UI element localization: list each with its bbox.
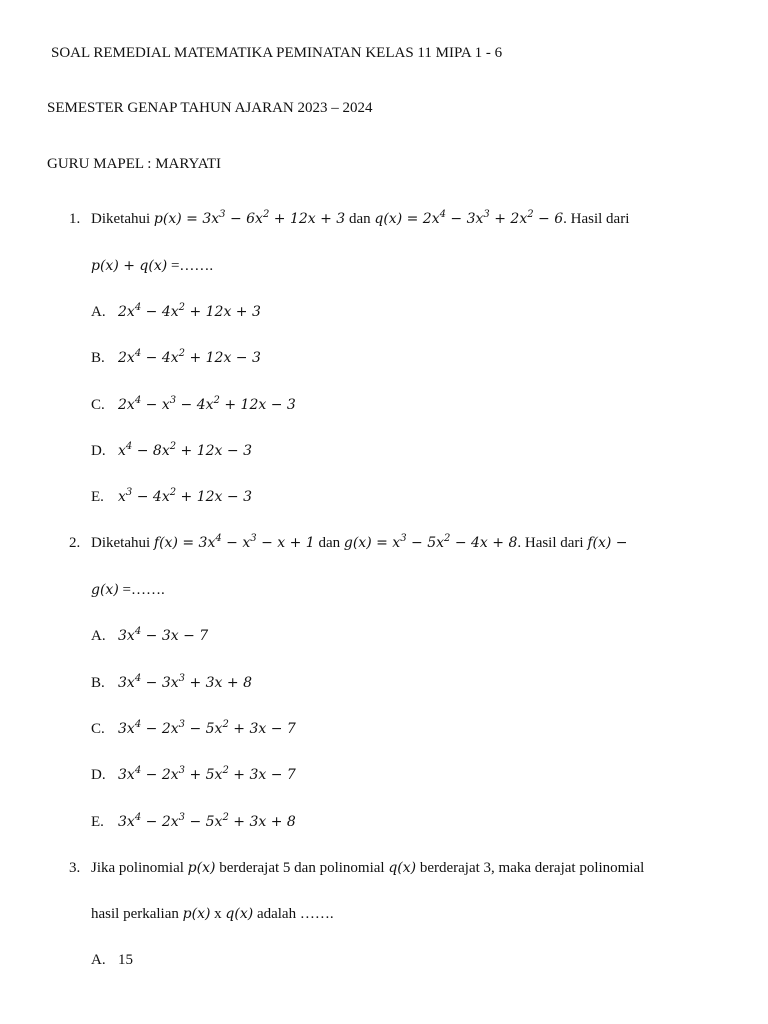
- option-letter: D.: [91, 443, 106, 459]
- option-expression: $3x^4 - 2x^3 - 5x^2 + 3x - 7$: [118, 719, 296, 737]
- math-expression: $q(x) = 2x^4 - 3x^3 + 2x^2 - 6$: [374, 209, 564, 227]
- option-expression: $2x^4 - 4x^2 + 12x + 3$: [118, 302, 261, 320]
- question-number: 2.: [69, 535, 81, 551]
- option-text: 15: [118, 952, 133, 968]
- option-letter: C.: [91, 721, 105, 737]
- option-letter: A.: [91, 952, 106, 968]
- math-expression: $f(x) = 3x^4 - x^3 - x + 1$: [153, 533, 315, 551]
- option-expression: $3x^4 - 3x - 7$: [118, 626, 209, 644]
- option-1c: [91, 395, 296, 415]
- semester-line: SEMESTER GENAP TAHUN AJARAN 2023 – 2024: [47, 100, 373, 116]
- question-number: 3.: [69, 860, 81, 876]
- option-1b: [91, 348, 261, 368]
- option-letter: C.: [91, 397, 105, 413]
- option-2e: [91, 812, 296, 832]
- math-expression: $g(x) = x^3 - 5x^2 - 4x + 8$: [343, 533, 518, 551]
- option-letter: A.: [91, 304, 106, 320]
- option-3a: [91, 950, 133, 970]
- option-letter: A.: [91, 628, 106, 644]
- option-2d: [91, 765, 296, 785]
- question-number: 1.: [69, 211, 81, 227]
- option-1a: [91, 302, 261, 322]
- math-expression: f(x) −: [587, 535, 628, 551]
- question-1-ask: p(x) + q(x) =…….: [91, 258, 214, 274]
- question-2: 2. Diketahui $f(x) = 3x^4 - x^3 - x + 1$ dan $g(x) = x^3 - 5x^2 - 4x + 8$. Hasil dari f(x) −: [69, 533, 628, 551]
- math-expression: p(x): [187, 860, 216, 876]
- document-title: SOAL REMEDIAL MATEMATIKA PEMINATAN KELAS 11 MIPA 1 - 6: [51, 45, 503, 61]
- option-expression: $x^4 - 8x^2 + 12x - 3$: [118, 441, 252, 459]
- question-text: Diketahui: [91, 211, 154, 227]
- teacher-line: GURU MAPEL : MARYATI: [47, 156, 222, 172]
- question-3: 3. Jika polinomial p(x) berderajat 5 dan polinomial q(x) berderajat 3, maka derajat polinomial: [69, 860, 645, 876]
- option-expression: $3x^4 - 3x^3 + 3x + 8$: [118, 673, 252, 691]
- option-1e: [91, 487, 252, 507]
- math-expression: p(x): [182, 906, 211, 922]
- option-2c: [91, 719, 296, 739]
- math-expression: q(x): [225, 906, 254, 922]
- question-2-ask: g(x) =…….: [91, 582, 165, 598]
- math-expression: q(x): [388, 860, 417, 876]
- option-letter: D.: [91, 767, 106, 783]
- option-letter: B.: [91, 675, 105, 691]
- option-2b: [91, 673, 252, 693]
- option-expression: $2x^4 - x^3 - 4x^2 + 12x - 3$: [118, 395, 296, 413]
- math-expression: g(x): [91, 582, 119, 598]
- question-text: Diketahui: [91, 535, 154, 551]
- question-text: Jika polinomial: [91, 860, 188, 876]
- option-1d: [91, 441, 252, 461]
- option-expression: $x^3 - 4x^2 + 12x - 3$: [118, 487, 252, 505]
- option-letter: E.: [91, 489, 104, 505]
- math-expression: $p(x) = 3x^3 - 6x^2 + 12x + 3$: [153, 209, 346, 227]
- math-expression: p(x) + q(x): [91, 258, 168, 274]
- option-expression: $3x^4 - 2x^3 + 5x^2 + 3x - 7$: [118, 765, 296, 783]
- question-1: 1. Diketahui $p(x) = 3x^3 - 6x^2 + 12x + 3$ dan $q(x) = 2x^4 - 3x^3 + 2x^2 - 6$. Hasil dari: [69, 209, 630, 227]
- option-letter: B.: [91, 350, 105, 366]
- option-2a: [91, 626, 208, 646]
- option-expression: $2x^4 - 4x^2 + 12x - 3$: [118, 348, 261, 366]
- option-letter: E.: [91, 814, 104, 830]
- question-3-ask: hasil perkalian p(x) x q(x) adalah …….: [91, 906, 334, 922]
- option-expression: $3x^4 - 2x^3 - 5x^2 + 3x + 8$: [118, 812, 296, 830]
